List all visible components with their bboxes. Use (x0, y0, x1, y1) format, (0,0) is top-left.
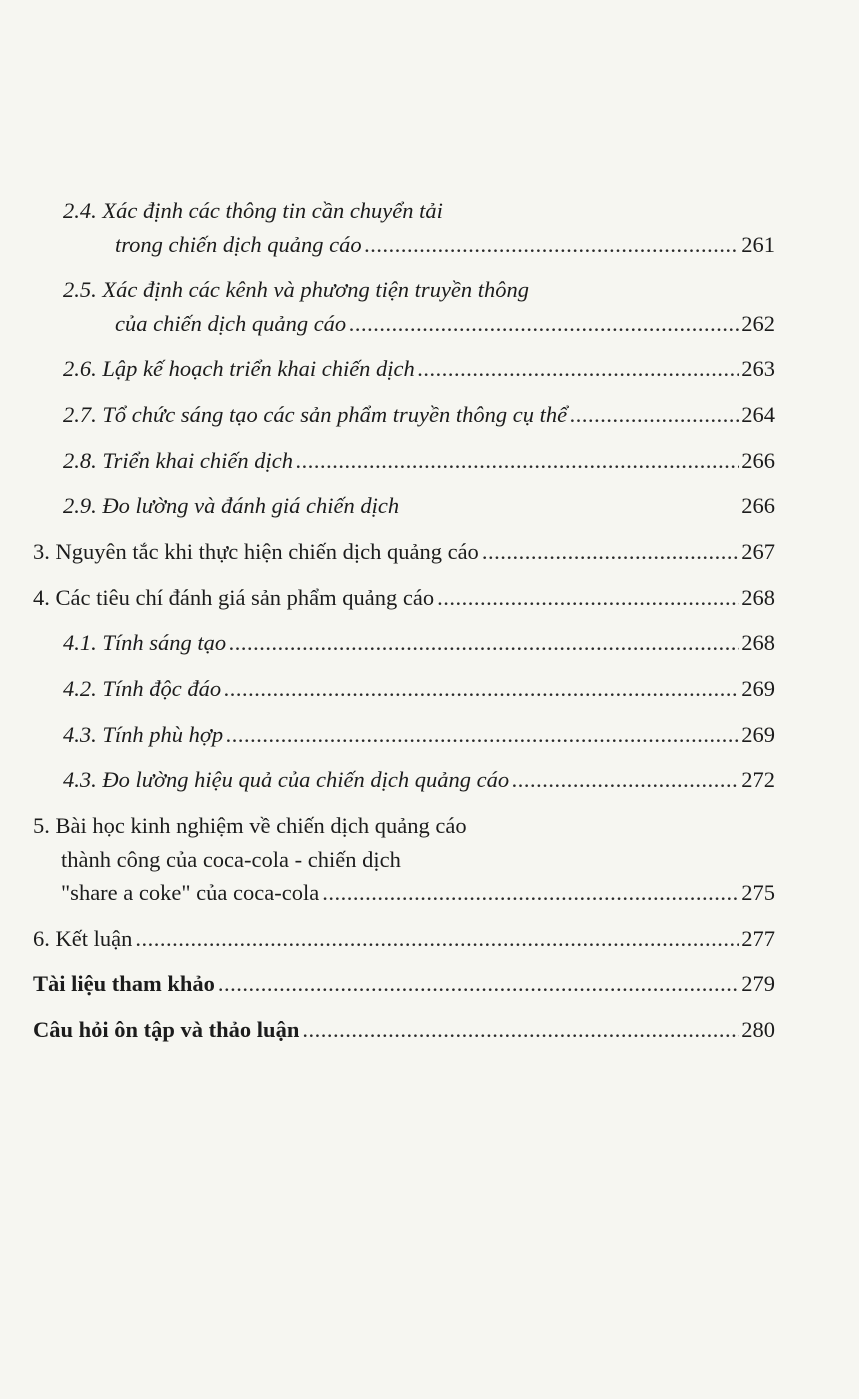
page-number: 262 (741, 311, 775, 336)
page-number: 268 (741, 585, 775, 610)
toc-entry-6[interactable] (33, 925, 775, 953)
toc-entry-title: 2.9. Đo lường và đánh giá chiến dịch (63, 493, 400, 518)
toc-entry-title: Tài liệu tham khảo (33, 971, 215, 996)
toc-entry-2-7[interactable] (63, 401, 775, 429)
leader-dots (135, 925, 739, 953)
page-number: 279 (741, 971, 775, 996)
toc-entry-5-line3: "share a coke" của coca-cola (61, 880, 320, 905)
toc-entry-references[interactable] (33, 970, 775, 998)
page-number: 277 (741, 926, 775, 951)
leader-dots (224, 675, 739, 703)
toc-entry-title: 4.3. Tính phù hợp (63, 722, 224, 747)
page-number: 280 (741, 1017, 775, 1042)
toc-entry-title: 3. Nguyên tắc khi thực hiện chiến dịch quảng cáo (33, 539, 479, 564)
page-number: 269 (741, 722, 775, 747)
page-number: 267 (741, 539, 775, 564)
page-number: 261 (741, 232, 775, 257)
toc-entry-2-5-line2: của chiến dịch quảng cáo (115, 311, 347, 336)
toc-entry-title: 2.7. Tổ chức sáng tạo các sản phẩm truyền thông cụ thể (63, 402, 568, 427)
toc-entry-2-4-line2: trong chiến dịch quảng cáo (115, 232, 362, 257)
toc-entry-title: 4.3. Đo lường hiệu quả của chiến dịch quảng cáo (63, 767, 510, 792)
leader-dots (296, 447, 739, 475)
toc-entry-2-6[interactable] (63, 355, 775, 383)
page-number: 269 (741, 676, 775, 701)
leader-dots (365, 231, 740, 259)
toc-entry-review-questions[interactable] (33, 1016, 775, 1044)
toc-entry-4-2[interactable] (63, 675, 775, 703)
page-number: 266 (741, 448, 775, 473)
page-number: 264 (741, 402, 775, 427)
toc-entry-2-9[interactable] (63, 492, 775, 520)
leader-dots (226, 721, 739, 749)
toc-entry-4-1[interactable] (63, 629, 775, 657)
leader-dots (302, 1016, 739, 1044)
toc-entry-2-4[interactable] (115, 231, 775, 259)
toc-entry-title: 4.1. Tính sáng tạo (63, 630, 227, 655)
page-number: 268 (741, 630, 775, 655)
toc-entry-title: 4. Các tiêu chí đánh giá sản phẩm quảng cáo (33, 585, 435, 610)
toc-entry-4[interactable] (33, 584, 775, 612)
toc-entry-4-3-measurement[interactable] (63, 766, 775, 794)
leader-dots (512, 766, 739, 794)
toc-entry-title: 6. Kết luận (33, 926, 133, 951)
toc-entry-2-8[interactable] (63, 447, 775, 475)
toc-entry-2-5[interactable] (115, 310, 775, 338)
page-number: 263 (741, 356, 775, 381)
leader-dots (218, 970, 739, 998)
toc-entry-title: 4.2. Tính độc đáo (63, 676, 222, 701)
toc-entry-2-4-line1: 2.4. Xác định các thông tin cần chuyển tải (63, 198, 443, 223)
page-number: 272 (741, 767, 775, 792)
leader-dots (418, 355, 739, 383)
leader-dots (322, 879, 739, 907)
toc-entry-title: 2.8. Triển khai chiến dịch (63, 448, 293, 473)
toc-entry-5-line2: thành công của coca-cola - chiến dịch (61, 847, 401, 872)
toc-entry-5[interactable] (61, 879, 775, 907)
page-number: 266 (741, 493, 775, 518)
toc-entry-5-line1: 5. Bài học kinh nghiệm về chiến dịch quảng cáo (33, 813, 467, 838)
toc-entry-2-5-line1: 2.5. Xác định các kênh và phương tiện truyền thông (63, 277, 530, 302)
leader-dots (570, 401, 739, 429)
toc-entry-title: 2.6. Lập kế hoạch triển khai chiến dịch (63, 356, 415, 381)
leader-dots (349, 310, 739, 338)
leader-dots (229, 629, 739, 657)
toc-entry-3[interactable] (33, 538, 775, 566)
page-number: 275 (741, 880, 775, 905)
toc-entry-title: Câu hỏi ôn tập và thảo luận (33, 1017, 300, 1042)
leader-dots (482, 538, 739, 566)
toc-entry-4-3-suitability[interactable] (63, 721, 775, 749)
leader-dots (437, 584, 739, 612)
